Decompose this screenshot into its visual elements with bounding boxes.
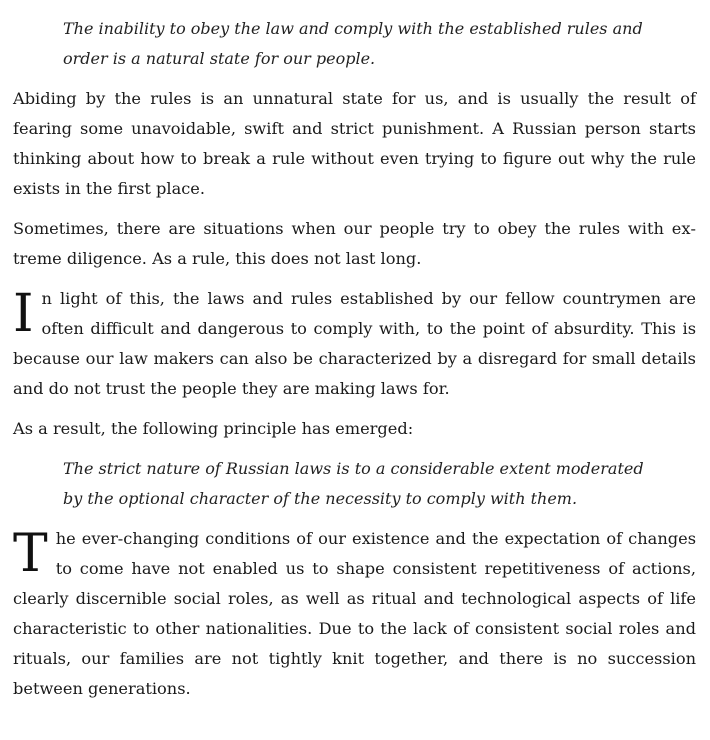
paragraph-principle-intro: As a result, the following principle has emerged: — [13, 419, 414, 438]
paragraph-rules-unnatural: Abiding by the rules is an unnatural state for us, and is usually the result of fearing some unavoidable, swift and strict punishment. A Russian person starts thinking about how to break a rule without even trying to figure out why the rule exists in the first place. — [13, 89, 696, 198]
paragraph-text: he ever-changing conditions of our existence and the expectation of changes to come have not enabled us to shape consistent repetitiveness of actions, clearly discernible social roles, as well as ritual and technological aspects of life characteristic to other nationalities. Due to the lack of consistent social roles and rituals, our families are not tightly knit together, and there is no succession between generations. — [13, 529, 696, 698]
principle-quote: The strict nature of Russian laws is to a considerable extent moderated by the optional character of the necessity to comply with them. — [63, 459, 644, 508]
paragraph-laws-absurdity — [13, 284, 696, 404]
epigraph-quote: The inability to obey the law and comply with the established rules and order is a natural state for our people. — [63, 19, 643, 68]
drop-cap-letter: T — [13, 524, 48, 584]
paragraph-changing-conditions — [13, 524, 696, 704]
paragraph-text: n light of this, the laws and rules established by our fellow countrymen are often difficult and dangerous to comply with, to the point of absurdity. This is because our law makers can also be characterized by a disregard for small details and do not trust the people they are making laws for. — [13, 289, 696, 398]
paragraph-extreme-diligence: Sometimes, there are situations when our people try to obey the rules with extreme diligence. As a rule, this does not last long. — [13, 219, 696, 268]
drop-cap-letter: I — [13, 284, 34, 344]
